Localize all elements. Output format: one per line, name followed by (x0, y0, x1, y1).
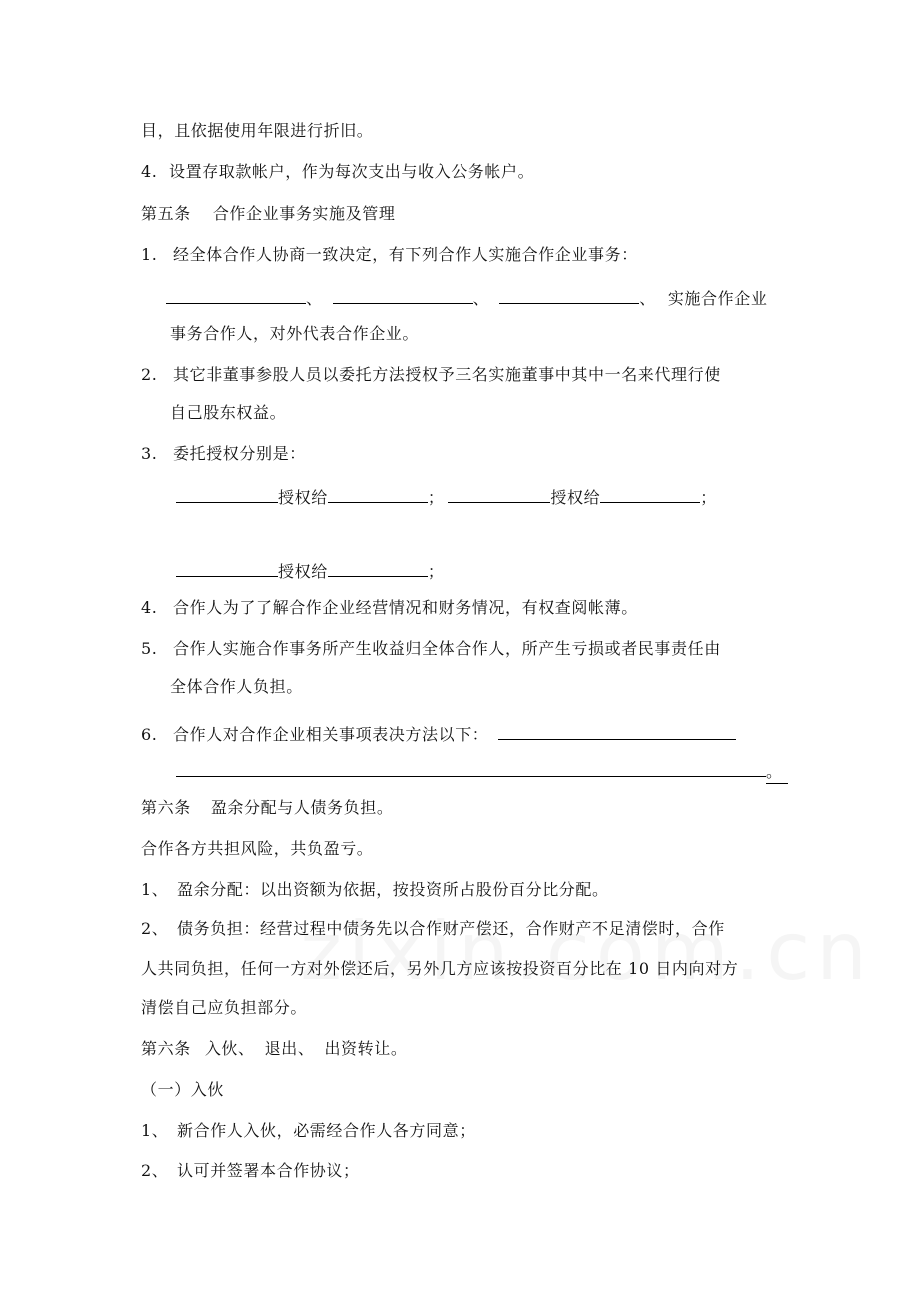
item-number: 2、 (141, 1161, 169, 1180)
blank-field[interactable] (499, 285, 639, 304)
article-title: 盈余分配与人债务负担。 (210, 798, 394, 817)
item-text: 合作人对合作企业相关事项表决方法以下： (173, 725, 489, 744)
blank-field[interactable] (176, 484, 278, 503)
article-5-heading (141, 203, 395, 225)
article-title-part: 出资转让。 (324, 1039, 408, 1058)
separator: 、 (639, 289, 656, 308)
item-6 (141, 721, 736, 746)
item-text: 新合作人入伙，必需经合作人各方同意； (177, 1121, 476, 1140)
item-4 (141, 161, 534, 183)
item-2 (141, 364, 721, 386)
item-5 (141, 638, 721, 660)
semicolon: ； (427, 488, 445, 507)
grant-label: 授权给 (278, 562, 328, 581)
separator: 、 (472, 289, 490, 308)
partner-blanks-line (166, 285, 767, 310)
item-text: 合作人为了了解合作企业经营情况和财务情况，有权查阅帐薄。 (173, 598, 638, 617)
text-line-8: 自己股东权益。 (170, 403, 287, 422)
article-number: 第六条 (141, 1039, 191, 1058)
text-line-22: 清偿自己应负担部分。 (141, 998, 308, 1017)
period: 。 (766, 761, 788, 784)
item-text: 认可并签署本合作协议； (177, 1161, 360, 1180)
voting-blank-line (176, 758, 788, 784)
item-text: 委托授权分别是： (173, 444, 306, 463)
article-title-part: 入伙、 (204, 1039, 255, 1058)
blank-field[interactable] (448, 484, 550, 503)
item-number: 6. (141, 725, 158, 744)
item-text: 设置存取款帐户，作为每次支出与收入公务帐户。 (169, 162, 535, 181)
semicolon: ； (427, 562, 445, 581)
text-line-6: 事务合作人，对外代表合作企业。 (170, 324, 420, 343)
item-number: 2. (141, 365, 158, 384)
grant-line-2 (176, 558, 444, 583)
blank-field[interactable] (600, 484, 700, 503)
article-title: 合作企业事务实施及管理 (212, 204, 396, 223)
item-number: 4. (141, 598, 158, 617)
item-2-debt (141, 918, 725, 940)
article-title-part: 退出、 (264, 1039, 315, 1058)
grant-line-1 (176, 484, 717, 509)
item-1-join (141, 1120, 476, 1142)
section-heading-join: （一）入伙 (141, 1080, 225, 1099)
grant-label: 授权给 (550, 488, 601, 507)
article-number: 第五条 (141, 204, 191, 223)
blank-field[interactable] (328, 558, 428, 577)
text-line-14: 全体合作人负担。 (170, 677, 303, 696)
item-text: 合作人实施合作事务所产生收益归全体合作人，所产生亏损或者民事责任由 (173, 639, 721, 658)
blank-field[interactable] (166, 285, 306, 304)
item-3 (141, 443, 306, 465)
separator: 、 (306, 289, 323, 308)
item-text: 经全体合作人协商一致决定，有下列合作人实施合作企业事务： (173, 245, 638, 264)
item-4b (141, 597, 638, 619)
article-6b-heading (141, 1038, 407, 1060)
article-6-heading (141, 797, 393, 819)
text-line-1: 目，且依据使用年限进行折旧。 (141, 121, 374, 140)
item-text: 债务负担：经营过程中债务先以合作财产偿还，合作财产不足清偿时，合作 (177, 919, 725, 938)
semicolon: ； (700, 488, 717, 507)
text-line-21: 人共同负担，任何一方对外偿还后，另外几方应该按投资百分比在 10 日内向对方 (141, 959, 739, 978)
text-tail: 实施合作企业 (667, 289, 768, 308)
item-2-join (141, 1160, 360, 1182)
item-number: 2、 (141, 919, 169, 938)
blank-field[interactable] (333, 285, 473, 304)
blank-field[interactable] (176, 558, 278, 577)
item-1 (141, 244, 638, 266)
blank-field[interactable] (328, 484, 428, 503)
item-number: 1. (141, 245, 158, 264)
blank-field[interactable] (176, 758, 766, 777)
grant-label: 授权给 (278, 488, 328, 507)
text-line-18: 合作各方共担风险，共负盈亏。 (141, 839, 374, 858)
item-text: 盈余分配：以出资额为依据，按投资所占股份百分比分配。 (177, 880, 609, 899)
item-number: 1、 (141, 1121, 169, 1140)
blank-field[interactable] (498, 721, 736, 740)
item-number: 4. (141, 162, 158, 181)
item-number: 5. (141, 639, 158, 658)
item-number: 3. (141, 444, 158, 463)
item-number: 1、 (141, 880, 169, 899)
item-1-profit (141, 879, 609, 901)
item-text: 其它非董事参股人员以委托方法授权予三名实施董事中其中一名来代理行使 (173, 365, 721, 384)
article-number: 第六条 (141, 798, 191, 817)
